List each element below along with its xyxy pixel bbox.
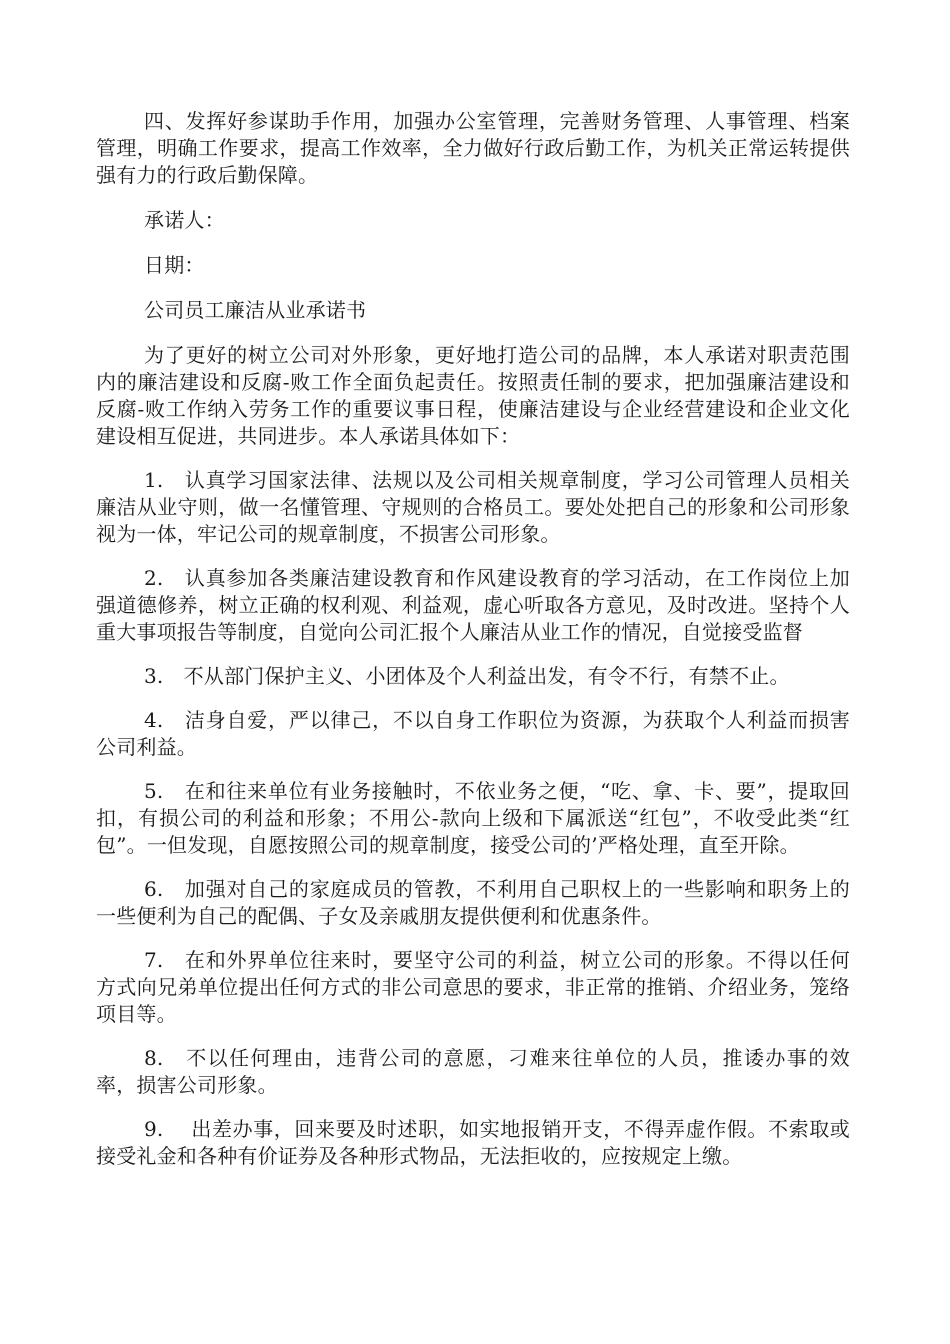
commitment-item-4: 4. 洁身自爱，严以律己，不以自身工作职位为资源，为获取个人利益而损害公司利益。 <box>96 708 850 759</box>
commitment-item-8: 8. 不以任何理由，违背公司的意愿，刁难来往单位的人员，推诿办事的效率，损害公司形象。 <box>96 1046 850 1097</box>
commitment-item-9: 9. 出差办事，回来要及时述职，如实地报销开支，不得弄虚作假。不索取或接受礼金和各种有价证券及各种形式物品，无法拒收的，应按规定上缴。 <box>96 1117 850 1168</box>
date-label: 日期： <box>144 253 205 277</box>
signer-label: 承诺人： <box>144 208 225 232</box>
preamble-paragraph: 为了更好的树立公司对外形象，更好地打造公司的品牌，本人承诺对职责范围内的廉洁建设和反腐-败工作全面负起责任。按照责任制的要求，把加强廉洁建设和反腐-败工作纳入劳务工作的重要议事日程，使廉洁建设与企业经营建设和企业文化建设相互促进，共同进步。本人承诺具体如下： <box>96 343 850 448</box>
commitment-item-3: 3. 不从部门保护主义、小团体及个人利益出发，有令不行，有禁不止。 <box>144 664 790 688</box>
commitment-item-5: 5. 在和往来单位有业务接触时，不依业务之便，“吃、拿、卡、要”，提取回扣，有损公司的利益和形象；不用公-款向上级和下属派送“红包”，不收受此类“红包”。一但发现，自愿按照公司的规章制度，接受公司的’严格处理，直至开除。 <box>96 779 850 857</box>
commitment-item-7: 7. 在和外界单位往来时，要坚守公司的利益，树立公司的形象。不得以任何方式向兄弟单位提出任何方式的非公司意思的要求，非正常的推销、介绍业务，笼络项目等。 <box>96 948 850 1026</box>
commitment-item-2: 2. 认真参加各类廉洁建设教育和作风建设教育的学习活动，在工作岗位上加强道德修养，树立正确的权利观、利益观，虚心听取各方意见，及时改进。坚持个人重大事项报告等制度，自觉向公司汇报个人廉洁从业工作的情况，自觉接受监督 <box>96 566 850 644</box>
commitment-item-1: 1. 认真学习国家法律、法规以及公司相关规章制度，学习公司管理人员相关廉洁从业守则，做一名懂管理、守规则的合格员工。要处处把自己的形象和公司形象视为一体，牢记公司的规章制度，不损害公司形象。 <box>96 468 850 546</box>
document-title: 公司员工廉洁从业承诺书 <box>144 298 367 322</box>
intro-paragraph: 四、发挥好参谋助手作用，加强办公室管理，完善财务管理、人事管理、档案管理，明确工作要求，提高工作效率，全力做好行政后勤工作，为机关正常运转提供强有力的行政后勤保障。 <box>96 109 850 187</box>
commitment-item-6: 6. 加强对自己的家庭成员的管教，不利用自己职权上的一些影响和职务上的一些便利为自己的配偶、子女及亲戚朋友提供便利和优惠条件。 <box>96 877 850 928</box>
document-page <box>96 108 850 1170</box>
